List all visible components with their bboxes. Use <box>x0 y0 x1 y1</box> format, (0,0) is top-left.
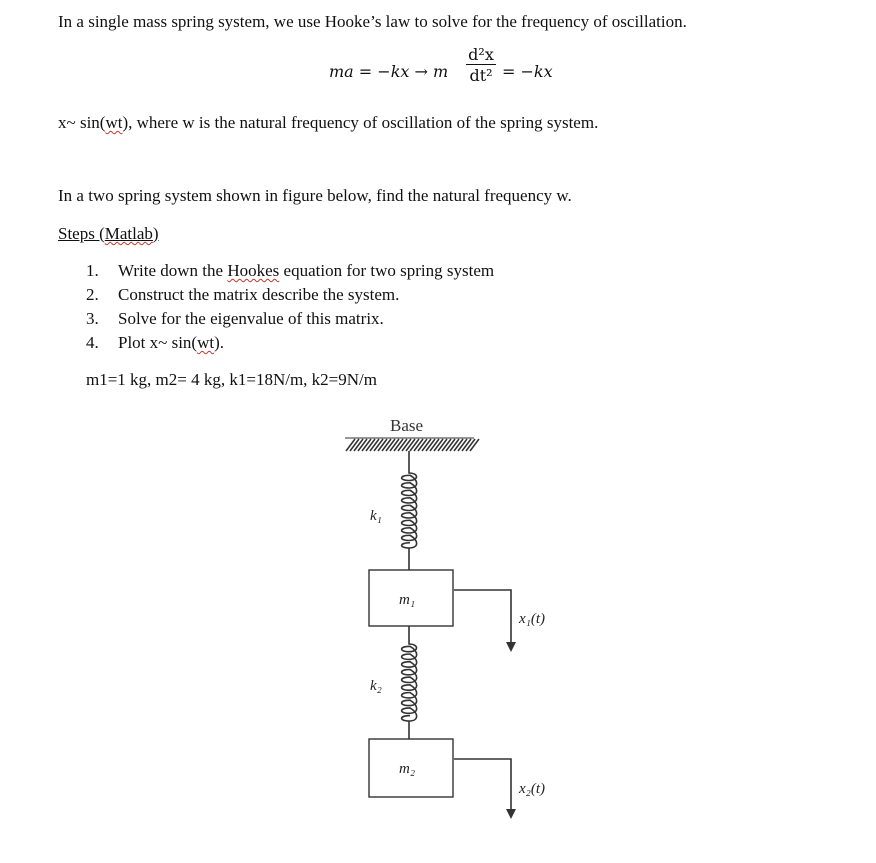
step-item: 1. Write down the Hookes equation for two spring system <box>86 261 495 280</box>
definition-prefix: x~ sin( <box>58 113 106 132</box>
task-prompt: In a two spring system shown in figure below, find the natural frequency w. <box>58 186 572 205</box>
spring-k1 <box>402 451 417 570</box>
parameters-line: m1=1 kg, m2= 4 kg, k1=18N/m, k2=9N/m <box>86 370 377 389</box>
step-item: 2. Construct the matrix describe the system. <box>86 285 400 304</box>
definition-wt: wt <box>105 113 123 132</box>
equation-lhs: ma = −kx → m <box>329 62 449 81</box>
m2-label: m₂ <box>399 761 416 777</box>
steps-heading-prefix: Steps ( <box>58 224 105 243</box>
k2-label: k₂ <box>370 678 382 694</box>
definition-suffix: ), where w is the natural frequency of oscillation of the spring system. <box>122 113 599 132</box>
steps-heading-suffix: ) <box>152 224 159 243</box>
x2-displacement-arrow <box>454 759 511 813</box>
equation-rhs: = −kx <box>502 62 553 81</box>
equation-numerator: d²x <box>468 45 494 64</box>
x2-label: x₂(t) <box>519 781 546 797</box>
spring-k2 <box>402 626 417 739</box>
m1-label: m₁ <box>399 592 416 608</box>
equation-denominator: dt² <box>466 64 496 85</box>
x1-arrowhead <box>506 642 516 652</box>
base-label: Base <box>390 416 424 435</box>
steps-heading-word: Matlab <box>104 224 153 243</box>
x1-displacement-arrow <box>454 590 511 646</box>
k1-label: k₁ <box>370 508 382 524</box>
step-item: 3. Solve for the eigenvalue of this matrix. <box>86 309 384 328</box>
x1-label: x₁(t) <box>519 611 546 627</box>
base-hatch <box>345 438 479 451</box>
step-item: 4. Plot x~ sin(wt). <box>86 333 225 352</box>
x2-arrowhead <box>506 809 516 819</box>
intro-paragraph: In a single mass spring system, we use Hooke’s law to solve for the frequency of oscillation. <box>58 12 687 31</box>
